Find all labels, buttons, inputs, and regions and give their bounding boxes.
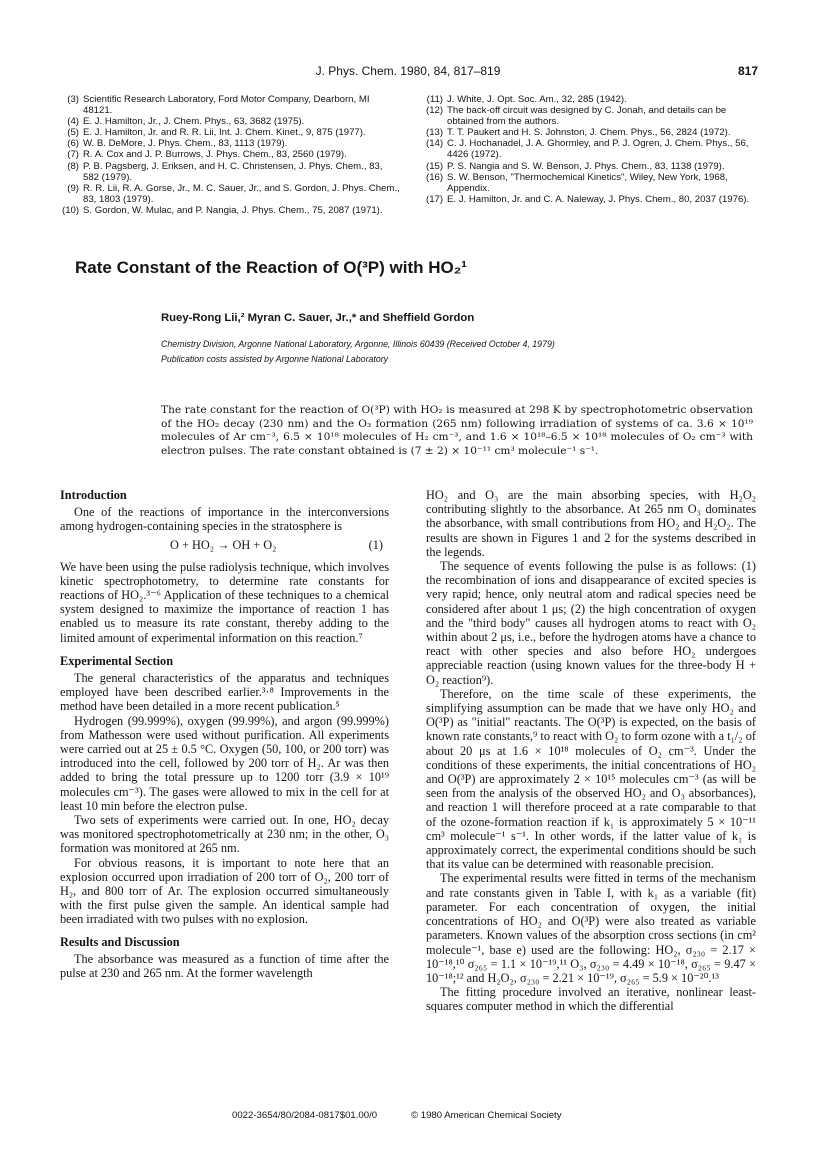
running-header	[0, 64, 816, 80]
page-number: 817	[737, 64, 758, 78]
references-right-column	[426, 94, 758, 205]
author-affiliation: Chemistry Division, Argonne National Laboratory, Argonne, Illinois 60439 (Received October 4, 1979)	[161, 339, 555, 349]
reference-item	[426, 161, 758, 172]
reference-text: R. R. Lii, R. A. Gorse, Jr., M. C. Sauer, Jr., and S. Gordon, J. Phys. Chem., 83, 1803 (1979).	[83, 182, 400, 205]
reference-number: (5)	[67, 127, 79, 139]
reference-text: The back-off circuit was designed by C. Jonah, and details can be obtained from the authors.	[447, 105, 727, 128]
reference-text: J. White, J. Opt. Soc. Am., 32, 285 (1942).	[447, 94, 627, 105]
reference-number: (6)	[67, 138, 79, 150]
article-title: Rate Constant of the Reaction of O(³P) with HO₂¹	[75, 258, 467, 277]
reference-number: (7)	[67, 149, 79, 161]
reference-item	[62, 116, 400, 127]
reference-number: (17)	[426, 193, 444, 205]
paragraph: The sequence of events following the pulse is as follows: (1) the recombination of ions and disappearance of excited species is very rapid; hence, only neutral atom and radical species need be considered after about 1 μs; (2) the high concentration of oxygen and the "third body" causes all hydrogen atoms to react with O₂ within about 2 μs, i.e., before the hydrogen atoms have a chance to react with other species and also before HO₂ undergoes appreciable reaction (using known values for the three-body H + O₂ reaction⁹).	[426, 559, 756, 687]
affiliation-block	[161, 337, 761, 366]
reference-number: (15)	[426, 160, 444, 172]
paragraph: The experimental results were fitted in terms of the mechanism and rate constants given in Table I, with k₁ as a variable (fit) parameter. For each concentration of oxygen, the initial concentrations of HO₂ and O(³P) were also treated as variable parameters. Known values of the absorption cross sections (in cm² molecule⁻¹, base e) used are the following: HO₂, σ₂₃₀ = 2.17 × 10⁻¹⁸,¹⁰ σ₂₆₅ = 1.1 × 10⁻¹⁹,¹¹ O₃, σ₂₃₀ = 4.49 × 10⁻¹⁸, σ₂₆₅ = 9.47 × 10⁻¹⁸;¹² and H₂O₂, σ₂₃₀ = 2.21 × 10⁻¹⁹, σ₂₆₅ = 5.9 × 10⁻²⁰.¹³	[426, 871, 756, 985]
article-authors: Ruey-Rong Lii,² Myran C. Sauer, Jr.,* and Sheffield Gordon	[161, 312, 475, 324]
reference-text: S. Gordon, W. Mulac, and P. Nangia, J. Phys. Chem., 75, 2087 (1971).	[83, 204, 383, 216]
reference-number: (11)	[426, 94, 443, 105]
paragraph: One of the reactions of importance in the interconversions among hydrogen-containing species in the stratosphere is	[60, 505, 389, 534]
reference-number: (9)	[67, 182, 79, 194]
reference-number: (16)	[426, 171, 444, 183]
reference-text: P. S. Nangia and S. W. Benson, J. Phys. Chem., 83, 1138 (1979).	[447, 160, 725, 172]
paragraph: We have been using the pulse radiolysis technique, which involves kinetic spectrophotometry, to determine rate constants for reactions of HO₂.³⁻⁶ Application of these techniques to a chemical system designed to maximize the importance of reaction 1 has enabled us to measure its rate constant, thereby adding to the limited amount of experimental information on this reaction.⁷	[60, 559, 389, 645]
paragraph: HO₂ and O₃ are the main absorbing species, with H₂O₂ contributing slightly to the absorbance. At 265 nm O₃ dominates the absorbance, with small contributions from HO₂ and H₂O₂. The results are shown in Figures 1 and 2 for the systems described in the legends.	[426, 488, 756, 559]
reference-number: (14)	[426, 138, 444, 150]
publication-costs-note: Publication costs assisted by Argonne National Laboratory	[161, 353, 389, 364]
reference-item	[62, 127, 400, 138]
section-heading-results: Results and Discussion	[60, 934, 180, 949]
reference-item	[62, 94, 400, 116]
reference-item	[62, 161, 400, 183]
journal-reference: J. Phys. Chem. 1980, 84, 817–819	[315, 64, 501, 78]
body-left-column	[60, 488, 389, 980]
article-code: 0022-3654/80/2084-0817$01.00/0	[232, 1110, 378, 1121]
paragraph: The absorbance was measured as a function of time after the pulse at 230 and 265 nm. At the former wavelength	[60, 951, 389, 981]
reference-number: (4)	[67, 116, 79, 128]
reference-item	[426, 172, 758, 194]
reference-item	[62, 149, 400, 160]
reference-item	[62, 138, 400, 149]
abstract: The rate constant for the reaction of O(³P) with HO₂ is measured at 298 K by spectrophotometric observation of the HO₂ decay (230 nm) and the O₃ formation (265 nm) following irradiation of systems of ca. 3.6 × 10¹⁹ molecules of Ar cm⁻³, 6.5 × 10¹⁸ molecules of H₂ cm⁻³, and 1.6 × 10¹⁸–6.5 × 10¹⁸ molecules of O₂ cm⁻³ with electron pulses. The rate constant obtained is (7 ± 2) × 10⁻¹¹ cm³ molecule⁻¹ s⁻¹.	[161, 404, 753, 457]
reference-item	[62, 205, 400, 216]
reference-number: (3)	[67, 94, 79, 105]
reference-number: (10)	[62, 204, 80, 216]
reference-item	[426, 94, 758, 105]
reference-text: P. B. Pagsberg, J. Eriksen, and H. C. Christensen, J. Phys. Chem., 83, 582 (1979).	[83, 160, 383, 183]
reference-text: Scientific Research Laboratory, Ford Motor Company, Dearborn, MI 48121.	[83, 94, 370, 117]
reference-number: (8)	[67, 160, 79, 172]
reference-text: C. J. Hochanadel, J. A. Ghormley, and P. J. Ogren, J. Chem. Phys., 56, 4426 (1972).	[447, 138, 749, 161]
reference-text: E. J. Hamilton, Jr. and C. A. Naleway, J. Phys. Chem., 80, 2037 (1976).	[447, 193, 750, 205]
paragraph: Hydrogen (99.999%), oxygen (99.99%), and argon (99.999%) from Mathesson were used without purification. All experiments were carried out at 25 ± 0.5 °C. Oxygen (50, 100, or 200 torr) was introduced into the cell, followed by 200 torr of H₂. Ar was then added to bring the total pressure up to 1200 torr (3.9 × 10¹⁹ molecules cm⁻³). The gases were allowed to mix in the cell for at least 10 min before the electron pulse.	[60, 713, 389, 813]
reference-item	[426, 138, 758, 160]
reference-item	[426, 105, 758, 127]
paragraph: For obvious reasons, it is important to note here that an explosion occurred upon irradiation of 200 torr of O₂, 200 torr of H₂, and 800 torr of Ar. The explosion occurred simultaneously with the first pulse given the sample. An identical sample had been irradiated with two pulses with no explosion.	[60, 855, 389, 927]
paragraph: The general characteristics of the apparatus and techniques employed have been described earlier.³·⁸ Improvements in the method have been detailed in a more recent publication.⁵	[60, 671, 389, 714]
reference-item	[62, 183, 400, 205]
reference-item	[426, 194, 758, 205]
section-heading-experimental: Experimental Section	[60, 653, 174, 668]
paragraph: Two sets of experiments were carried out. In one, HO₂ decay was monitored spectrophotometrically at 230 nm; in the other, O₃ formation was monitored at 265 nm.	[60, 813, 389, 856]
reference-item	[426, 127, 758, 138]
equation-expression: O + HO₂ → OH + O₂	[170, 537, 277, 552]
reference-text: T. T. Paukert and H. S. Johnston, J. Chem. Phys., 56, 2824 (1972).	[447, 127, 731, 139]
body-right-column	[426, 488, 756, 1014]
equation-1	[60, 538, 389, 554]
paragraph: The fitting procedure involved an iterative, nonlinear least-squares computer method in which the differential	[426, 985, 756, 1014]
reference-number: (12)	[426, 105, 444, 117]
reference-text: E. J. Hamilton, Jr., J. Chem. Phys., 63, 3682 (1975).	[83, 116, 305, 128]
reference-text: R. A. Cox and J. P. Burrows, J. Phys. Chem., 83, 2560 (1979).	[83, 149, 347, 161]
paragraph: Therefore, on the time scale of these experiments, the simplifying assumption can be made that we have only HO₂ and O(³P) as "initial" reactants. The O(³P) is expected, on the basis of known rate constants,⁹ to react with O₂ to form ozone with a t₁/₂ of about 20 μs at 1.6 × 10¹⁸ molecules of O₂ cm⁻³. Under the conditions of these experiments, the initial concentrations of HO₂ and O(³P) are approximately 2 × 10¹⁵ molecules cm⁻³ (as will be seen from the analysis of the observed HO₂ and O₃ absorbances), and reaction 1 will therefore proceed at a rate comparable to that of the ozone-formation reaction if k₁ is approximately 5 × 10⁻¹¹ cm³ molecule⁻¹ s⁻¹. In other words, if the latter value of k₁ is approximately correct, the experimental conditions should be such that its value can be determined with reasonable precision.	[426, 686, 756, 872]
reference-number: (13)	[426, 127, 444, 139]
section-heading-introduction: Introduction	[60, 488, 127, 502]
reference-text: W. B. DeMore, J. Phys. Chem., 83, 1113 (1979).	[83, 138, 288, 150]
references-left-column	[62, 94, 400, 216]
copyright-notice: © 1980 American Chemical Society	[411, 1110, 562, 1121]
reference-text: S. W. Benson, "Thermochemical Kinetics", Wiley, New York, 1968, Appendix.	[447, 171, 728, 194]
equation-number: (1)	[368, 537, 383, 552]
reference-text: E. J. Hamilton, Jr. and R. R. Lii, Int. J. Chem. Kinet., 9, 875 (1977).	[83, 127, 366, 139]
